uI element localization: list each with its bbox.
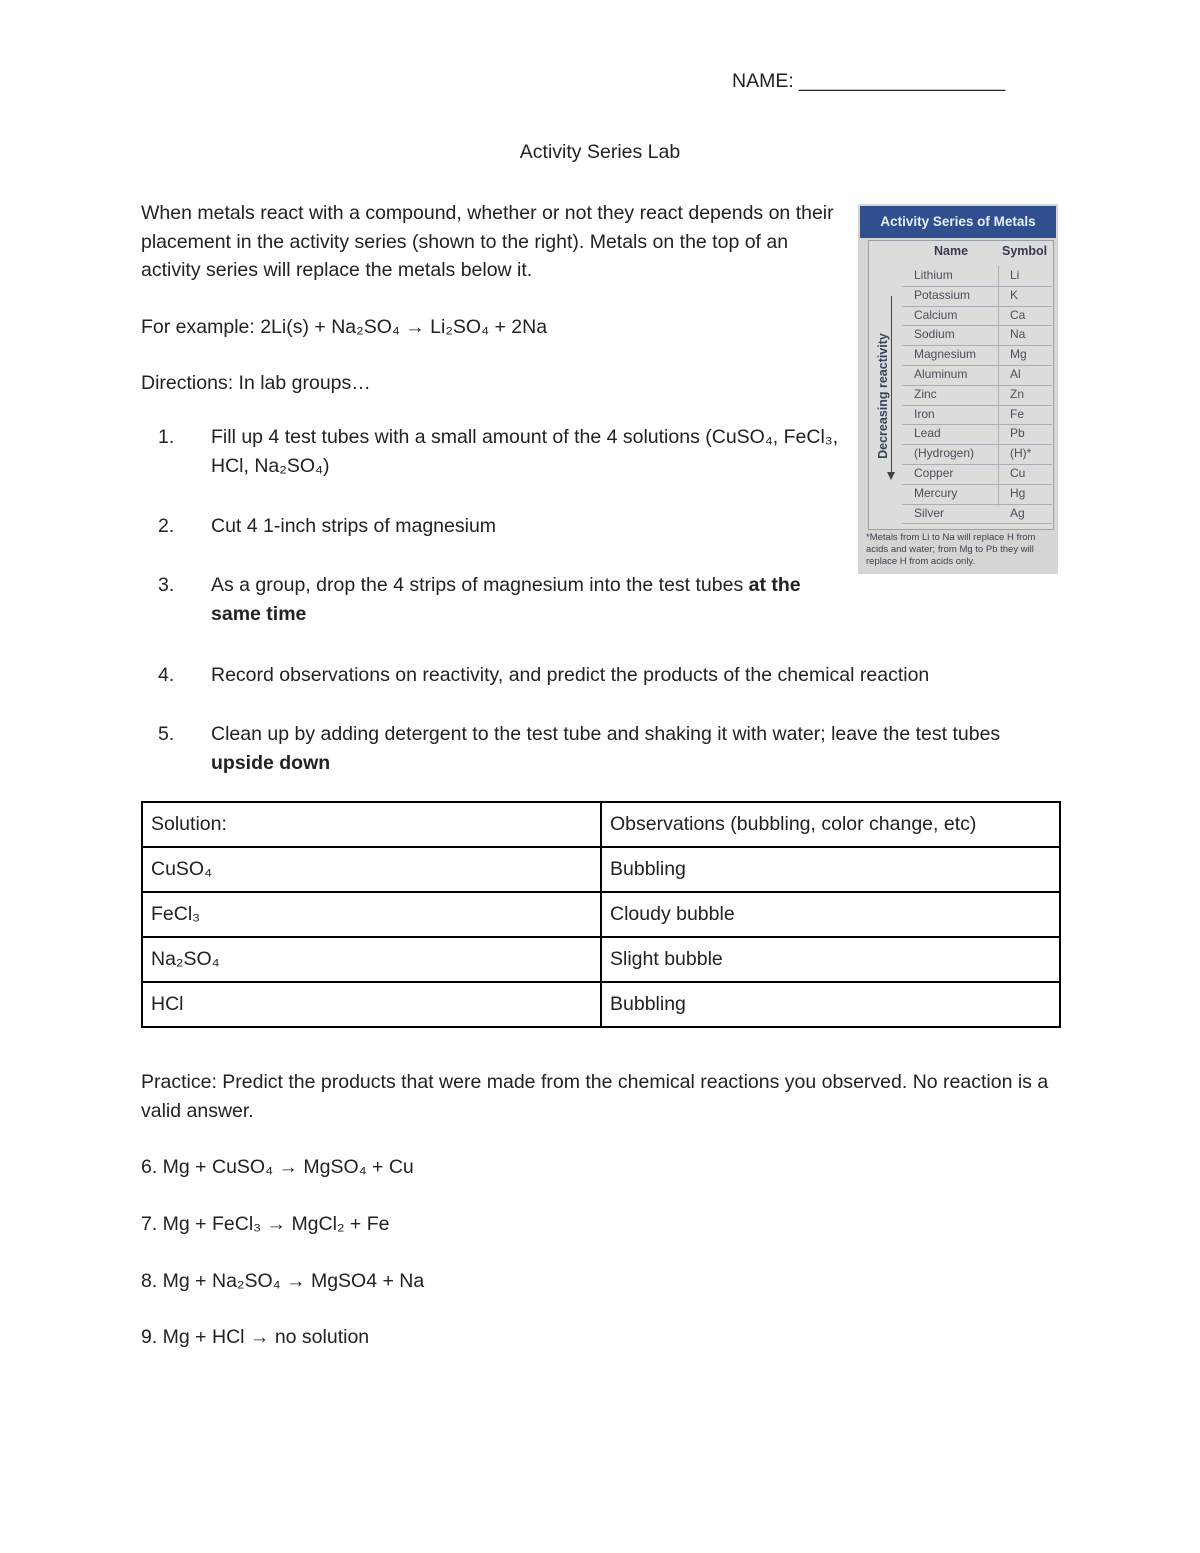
- practice-intro: Practice: Predict the products that were made from the chemical reactions you observed. No reaction is a valid answer.: [141, 1071, 1049, 1122]
- series-row: [902, 266, 1052, 287]
- reactivity-arrow: [891, 296, 892, 476]
- series-row: [902, 345, 1052, 366]
- table-row: [142, 937, 1060, 982]
- step-number: 3.: [158, 574, 175, 596]
- series-metal-symbol: Pb: [1010, 426, 1025, 441]
- series-row: [902, 286, 1052, 307]
- series-row: [902, 444, 1052, 465]
- series-metal-name: Potassium: [914, 287, 971, 302]
- series-metal-name: Aluminum: [914, 367, 968, 381]
- step-text-plain: Clean up by adding detergent to the test tube and shaking it with water; leave the test tubes: [211, 723, 1001, 745]
- series-footnote: *Metals from Li to Na will replace H from acids and water; from Mg to Pb they will replace H from acids only.: [866, 532, 1036, 567]
- series-metal-symbol: Fe: [1010, 406, 1025, 421]
- example-equation: For example: 2Li(s) + Na₂SO₄ → Li₂SO₄ + 2Na: [141, 316, 548, 338]
- series-metal-symbol: Mg: [1010, 347, 1027, 362]
- step-number: 2.: [158, 515, 175, 537]
- step-text: [211, 720, 1041, 777]
- series-metal-symbol: Al: [1010, 367, 1021, 381]
- series-metal-name: Magnesium: [914, 347, 977, 362]
- series-image-title: Activity Series of Metals: [860, 206, 1056, 238]
- series-metal-name: Copper: [914, 466, 954, 480]
- series-row: [902, 325, 1052, 346]
- arrow-down-icon: [887, 472, 895, 480]
- series-metal-name: Zinc: [914, 386, 937, 401]
- step-number: 5.: [158, 723, 175, 745]
- step-number: 1.: [158, 426, 175, 448]
- series-metal-symbol: Hg: [1010, 485, 1026, 500]
- series-metal-name: Lead: [914, 426, 941, 441]
- solution-cell: Na₂SO₄: [142, 937, 601, 982]
- observation-cell: Slight bubble: [601, 937, 1060, 982]
- series-row: [902, 405, 1052, 426]
- series-metal-name: Sodium: [914, 327, 955, 342]
- step-text-plain: As a group, drop the 4 strips of magnesium into the test tubes: [211, 574, 749, 596]
- activity-series-image: [858, 204, 1058, 574]
- observation-cell: Bubbling: [601, 982, 1060, 1027]
- solution-cell: CuSO₄: [142, 847, 601, 892]
- series-metal-name: Iron: [914, 406, 935, 421]
- directions-heading: Directions: In lab groups…: [141, 372, 371, 394]
- series-row: [902, 365, 1052, 386]
- series-row: [902, 484, 1052, 505]
- step-text: Cut 4 1-inch strips of magnesium: [211, 515, 497, 537]
- series-metal-symbol: (H)*: [1010, 446, 1032, 461]
- observation-cell: Bubbling: [601, 847, 1060, 892]
- solution-cell: FeCl₃: [142, 892, 601, 937]
- series-row: [902, 424, 1052, 445]
- table-header-cell: Observations (bubbling, color change, etc): [601, 802, 1060, 847]
- table-header-row: [142, 802, 1060, 847]
- practice-equation-7: 7. Mg + FeCl₃ → MgCl₂ + Fe: [141, 1213, 390, 1235]
- series-metal-symbol: Zn: [1010, 386, 1025, 401]
- series-metal-symbol: Ca: [1010, 307, 1026, 322]
- step-number: 4.: [158, 664, 175, 686]
- series-row: [902, 504, 1052, 525]
- series-metal-name: Calcium: [914, 307, 958, 322]
- practice-equation-9: 9. Mg + HCl → no solution: [141, 1326, 370, 1348]
- step-text: [211, 571, 851, 628]
- series-row: [902, 385, 1052, 406]
- table-row: [142, 982, 1060, 1027]
- step-text: Fill up 4 test tubes with a small amount of the 4 solutions (CuSO₄, FeCl₃, HCl, Na₂SO₄): [211, 426, 839, 477]
- series-col-symbol: Symbol: [1002, 244, 1048, 258]
- series-metal-name: Mercury: [914, 485, 958, 500]
- series-metal-name: Lithium: [914, 268, 953, 282]
- intro-paragraph: When metals react with a compound, whether or not they react depends on their placement in the activity series (shown to the right). Metals on the top of an activity series will replace the metals below it.: [141, 202, 834, 281]
- series-metal-symbol: Ag: [1010, 505, 1025, 520]
- name-field-label: NAME: ___________________: [732, 70, 1006, 92]
- practice-equation-6: 6. Mg + CuSO₄ → MgSO₄ + Cu: [141, 1156, 414, 1178]
- solution-cell: HCl: [142, 982, 601, 1027]
- series-row: [902, 306, 1052, 327]
- step-text-bold: at the same time: [211, 574, 801, 625]
- series-metal-symbol: Na: [1010, 327, 1026, 342]
- series-metal-name: (Hydrogen): [914, 446, 975, 461]
- table-row: [142, 847, 1060, 892]
- series-metal-symbol: Cu: [1010, 466, 1026, 480]
- step-text: Record observations on reactivity, and predict the products of the chemical reaction: [211, 664, 930, 686]
- series-col-name: Name: [934, 244, 969, 258]
- observations-table: [141, 801, 1061, 1028]
- practice-equation-8: 8. Mg + Na₂SO₄ → MgSO4 + Na: [141, 1270, 425, 1292]
- step-text-bold: upside down: [211, 751, 331, 774]
- observation-cell: Cloudy bubble: [601, 892, 1060, 937]
- reactivity-axis-label: Decreasing reactivity: [875, 333, 890, 459]
- table-header-cell: Solution:: [142, 802, 601, 847]
- series-metal-symbol: Li: [1010, 268, 1020, 282]
- series-metal-name: Silver: [914, 505, 945, 520]
- page-title: Activity Series Lab: [519, 141, 681, 163]
- table-row: [142, 892, 1060, 937]
- series-row: [902, 464, 1052, 485]
- series-metal-symbol: K: [1010, 287, 1019, 302]
